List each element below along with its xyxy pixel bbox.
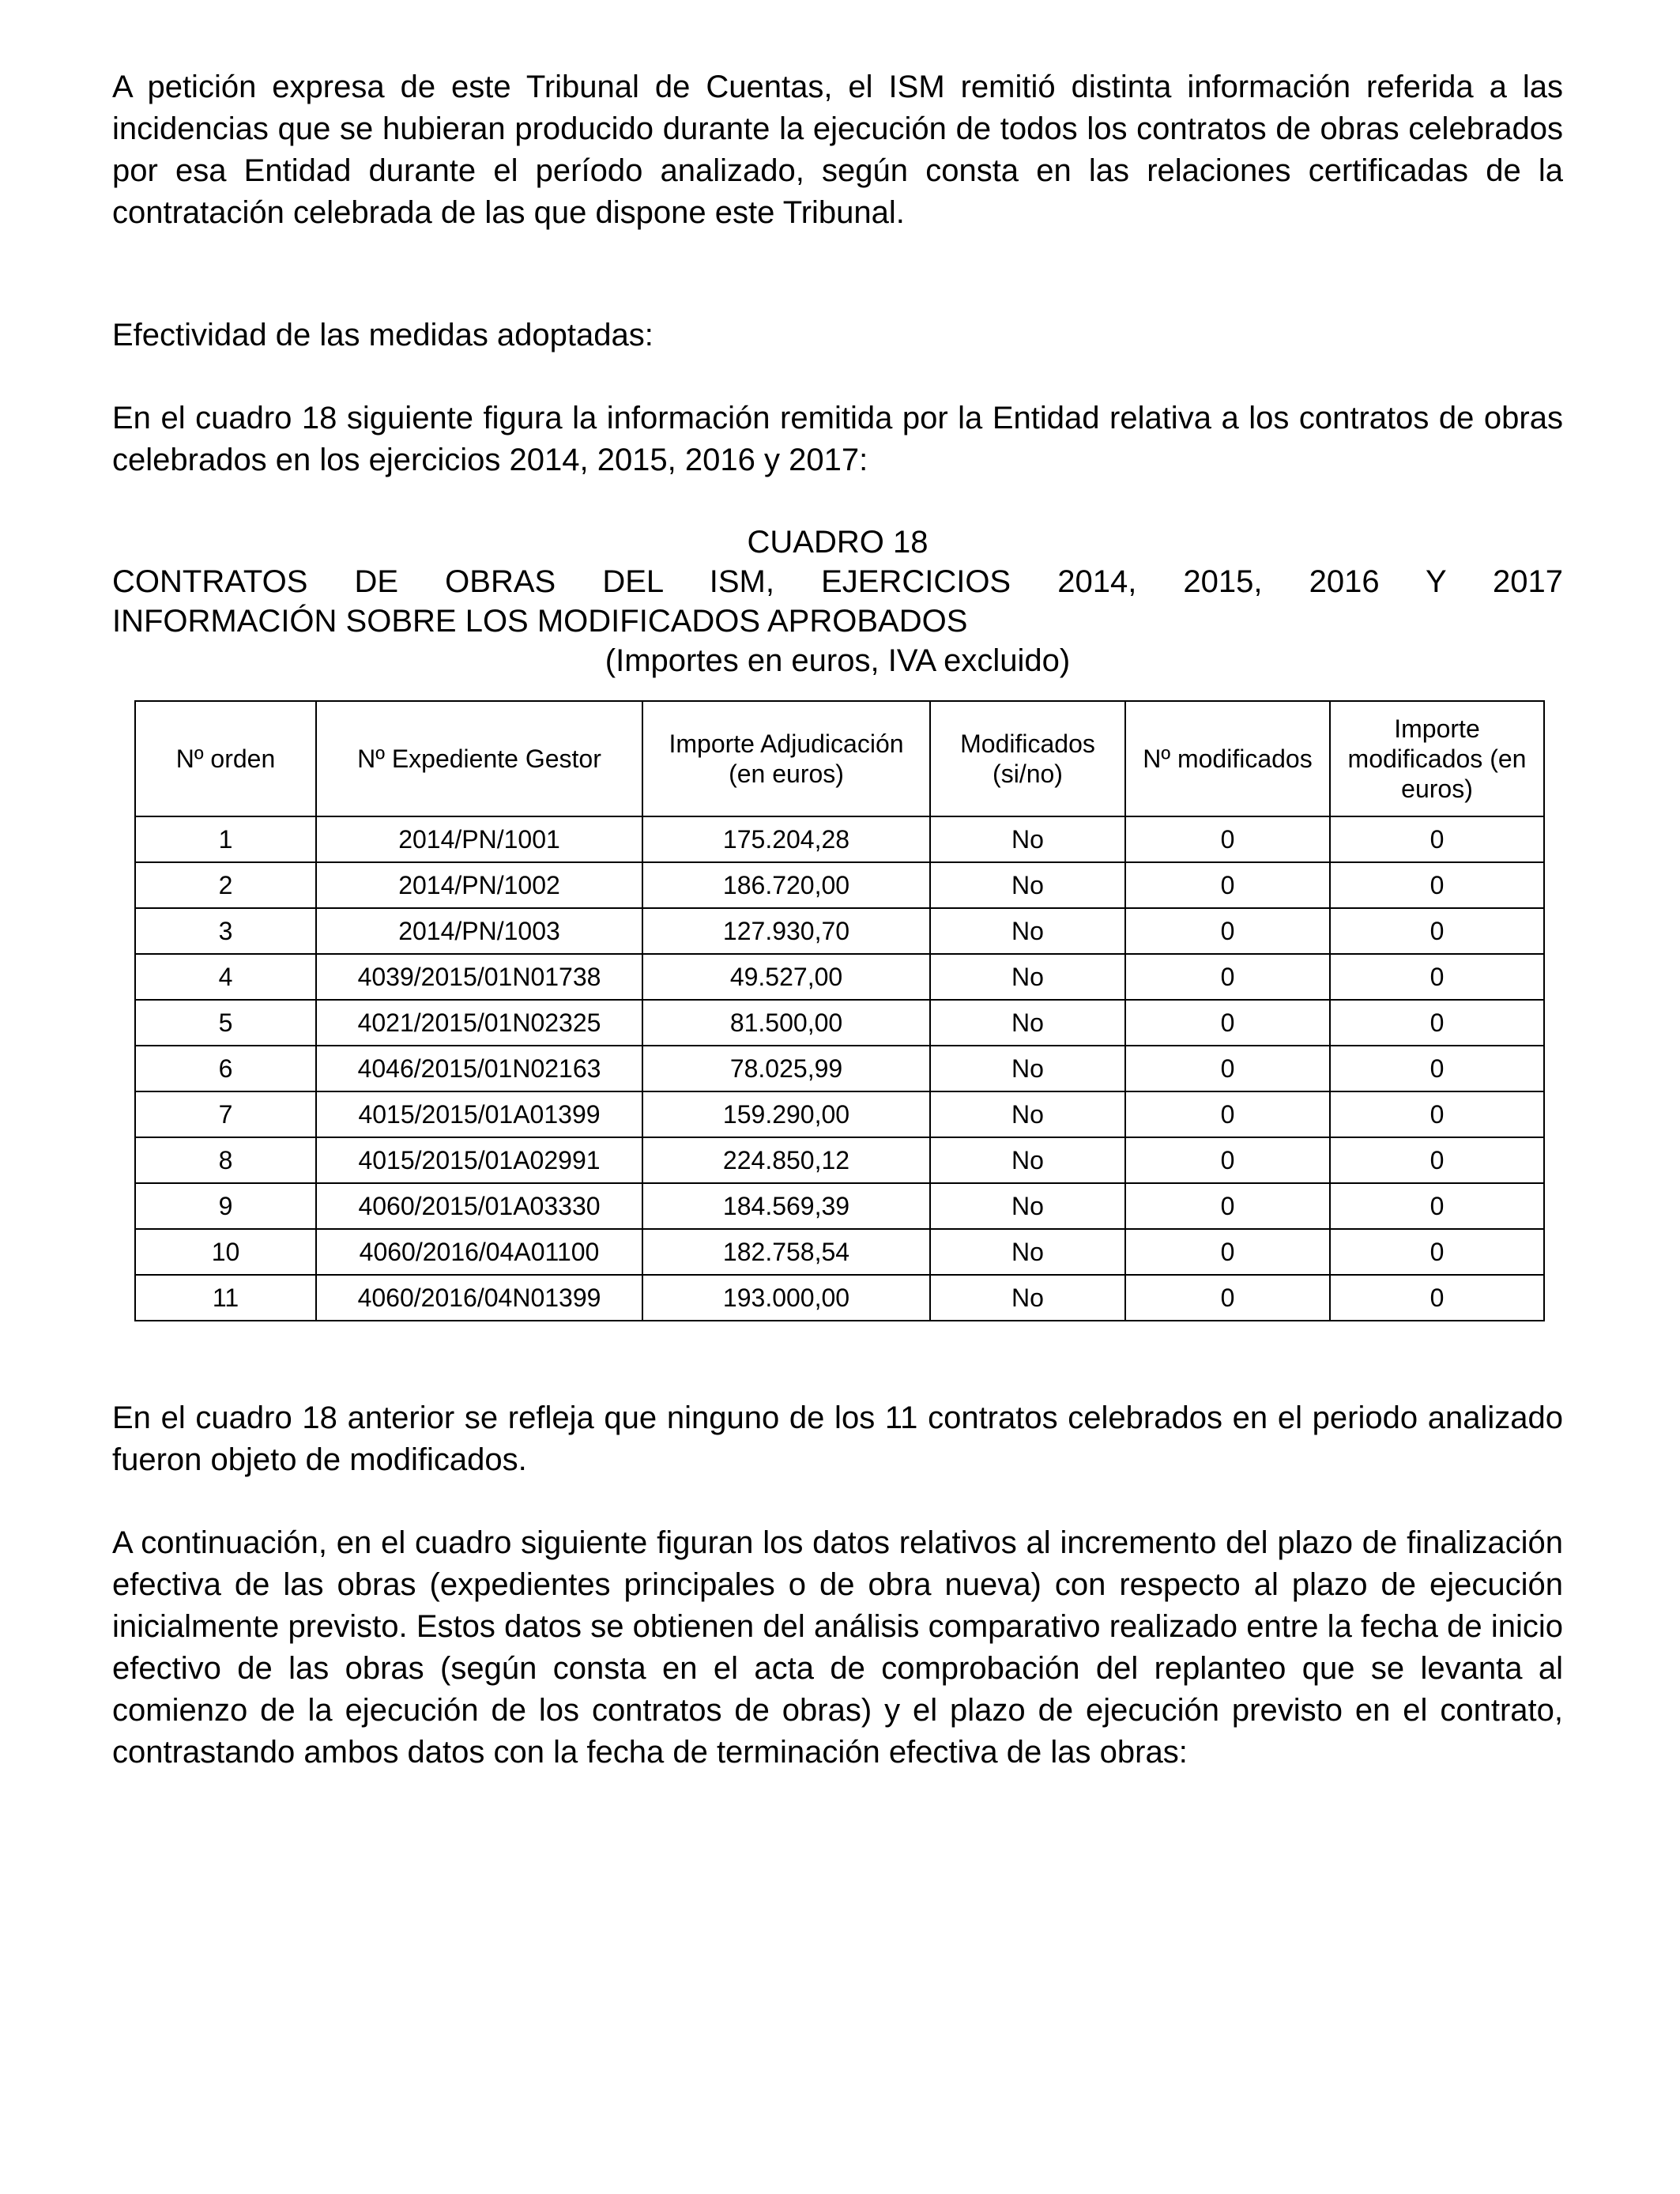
- cell-importe-modificados: 0: [1330, 1229, 1544, 1275]
- continuacion-paragraph: A continuación, en el cuadro siguiente figuran los datos relativos al incremento del plazo de finalización efectiva de las obras (expedientes principales o de obra nueva) con respecto al plazo de ejecución inicialmente previsto. Estos datos se obtienen del análisis comparativo realizado entre la fecha de inicio efectivo de las obras (según consta en el acta de comprobación del replanteo que se levanta al comienzo de la ejecución de los contratos de obras) y el plazo de ejecución previsto en el contrato, contrastando ambos datos con la fecha de terminación efectiva de las obras:: [112, 1525, 1563, 1770]
- cell-importe: 182.758,54: [642, 1229, 930, 1275]
- cell-importe-modificados: 0: [1330, 1046, 1544, 1091]
- cell-importe-modificados: 0: [1330, 1091, 1544, 1137]
- caption-title: CUADRO 18: [747, 525, 929, 560]
- cell-expediente: 4046/2015/01N02163: [316, 1046, 642, 1091]
- cell-importe: 224.850,12: [642, 1137, 930, 1183]
- intro-paragraph: A petición expresa de este Tribunal de Cuentas, el ISM remitió distinta información referida a las incidencias que se hubieran producido durante la ejecución de todos los contratos de obras celebrados por esa Entidad durante el período analizado, según consta en las relaciones certificadas de la contratación celebrada de las que dispone este Tribunal.: [112, 70, 1563, 230]
- cell-modificados: No: [930, 1229, 1125, 1275]
- cell-orden: 8: [135, 1137, 316, 1183]
- cell-modificados: No: [930, 1091, 1125, 1137]
- cell-num-modificados: 0: [1125, 1183, 1330, 1229]
- cell-importe-modificados: 0: [1330, 1275, 1544, 1321]
- cell-orden: 6: [135, 1046, 316, 1091]
- cell-orden: 9: [135, 1183, 316, 1229]
- cell-modificados: No: [930, 1046, 1125, 1091]
- cell-orden: 4: [135, 954, 316, 1000]
- cell-expediente: 4021/2015/01N02325: [316, 1000, 642, 1046]
- cell-modificados: No: [930, 954, 1125, 1000]
- header-num-modificados: Nº modificados: [1125, 701, 1330, 816]
- cell-importe: 127.930,70: [642, 908, 930, 954]
- header-modificados: Modificados (si/no): [930, 701, 1125, 816]
- cell-num-modificados: 0: [1125, 1275, 1330, 1321]
- cell-importe: 159.290,00: [642, 1091, 930, 1137]
- cell-modificados: No: [930, 1000, 1125, 1046]
- cell-num-modificados: 0: [1125, 1000, 1330, 1046]
- cell-orden: 2: [135, 862, 316, 908]
- cell-num-modificados: 0: [1125, 954, 1330, 1000]
- cell-importe: 81.500,00: [642, 1000, 930, 1046]
- table-row: [135, 908, 1544, 954]
- cell-expediente: 2014/PN/1003: [316, 908, 642, 954]
- cell-importe: 184.569,39: [642, 1183, 930, 1229]
- table-caption: [112, 522, 1563, 680]
- table-row: [135, 1275, 1544, 1321]
- cell-num-modificados: 0: [1125, 1229, 1330, 1275]
- cell-num-modificados: 0: [1125, 862, 1330, 908]
- cell-num-modificados: 0: [1125, 1091, 1330, 1137]
- cell-importe: 49.527,00: [642, 954, 930, 1000]
- contracts-table: [134, 700, 1545, 1321]
- table-row: [135, 1229, 1544, 1275]
- cell-modificados: No: [930, 1183, 1125, 1229]
- table-row: [135, 1000, 1544, 1046]
- cell-orden: 10: [135, 1229, 316, 1275]
- caption-subtitle-2: INFORMACIÓN SOBRE LOS MODIFICADOS APROBADOS: [112, 604, 968, 639]
- cell-importe: 193.000,00: [642, 1275, 930, 1321]
- cell-expediente: 4060/2016/04N01399: [316, 1275, 642, 1321]
- cell-importe-modificados: 0: [1330, 1137, 1544, 1183]
- cell-importe: 186.720,00: [642, 862, 930, 908]
- cell-importe-modificados: 0: [1330, 954, 1544, 1000]
- cell-expediente: 4015/2015/01A01399: [316, 1091, 642, 1137]
- cell-num-modificados: 0: [1125, 1137, 1330, 1183]
- cell-importe-modificados: 0: [1330, 862, 1544, 908]
- header-orden: Nº orden: [135, 701, 316, 816]
- conclusion-paragraph: En el cuadro 18 anterior se refleja que ninguno de los 11 contratos celebrados en el periodo analizado fueron objeto de modificados.: [112, 1400, 1563, 1477]
- cell-expediente: 4060/2015/01A03330: [316, 1183, 642, 1229]
- cell-expediente: 4060/2016/04A01100: [316, 1229, 642, 1275]
- after-table-text: [112, 1397, 1563, 1774]
- document-page: [112, 66, 1563, 1770]
- cell-num-modificados: 0: [1125, 1046, 1330, 1091]
- cell-orden: 7: [135, 1091, 316, 1137]
- table-header-row: [135, 701, 1544, 816]
- table-row: [135, 1137, 1544, 1183]
- efectividad-heading: Efectividad de las medidas adoptadas:: [112, 318, 654, 352]
- cell-modificados: No: [930, 862, 1125, 908]
- cell-importe-modificados: 0: [1330, 1183, 1544, 1229]
- header-expediente: Nº Expediente Gestor: [316, 701, 642, 816]
- table-row: [135, 816, 1544, 862]
- cell-importe: 175.204,28: [642, 816, 930, 862]
- caption-subtitle: CONTRATOS DE OBRAS DEL ISM, EJERCICIOS 2014, 2015, 2016 Y 2017: [112, 564, 1563, 599]
- cell-modificados: No: [930, 816, 1125, 862]
- cell-expediente: 4015/2015/01A02991: [316, 1137, 642, 1183]
- caption-note: (Importes en euros, IVA excluido): [605, 643, 1071, 678]
- table-row: [135, 954, 1544, 1000]
- cell-num-modificados: 0: [1125, 816, 1330, 862]
- cell-expediente: 2014/PN/1002: [316, 862, 642, 908]
- cell-importe-modificados: 0: [1330, 816, 1544, 862]
- table-row: [135, 1091, 1544, 1137]
- cell-expediente: 4039/2015/01N01738: [316, 954, 642, 1000]
- table-row: [135, 1046, 1544, 1091]
- cell-orden: 1: [135, 816, 316, 862]
- cell-modificados: No: [930, 1275, 1125, 1321]
- header-importe-modificados: Importe modificados (en euros): [1330, 701, 1544, 816]
- cell-importe-modificados: 0: [1330, 908, 1544, 954]
- cell-orden: 5: [135, 1000, 316, 1046]
- cell-num-modificados: 0: [1125, 908, 1330, 954]
- table-row: [135, 862, 1544, 908]
- cuadro-intro-paragraph: En el cuadro 18 siguiente figura la información remitida por la Entidad relativa a los contratos de obras celebrados en los ejercicios 2014, 2015, 2016 y 2017:: [112, 401, 1563, 477]
- cell-importe-modificados: 0: [1330, 1000, 1544, 1046]
- table-row: [135, 1183, 1544, 1229]
- cell-modificados: No: [930, 908, 1125, 954]
- cell-orden: 11: [135, 1275, 316, 1321]
- cell-orden: 3: [135, 908, 316, 954]
- header-importe-adjudicacion: Importe Adjudicación (en euros): [642, 701, 930, 816]
- cell-modificados: No: [930, 1137, 1125, 1183]
- cell-importe: 78.025,99: [642, 1046, 930, 1091]
- cell-expediente: 2014/PN/1001: [316, 816, 642, 862]
